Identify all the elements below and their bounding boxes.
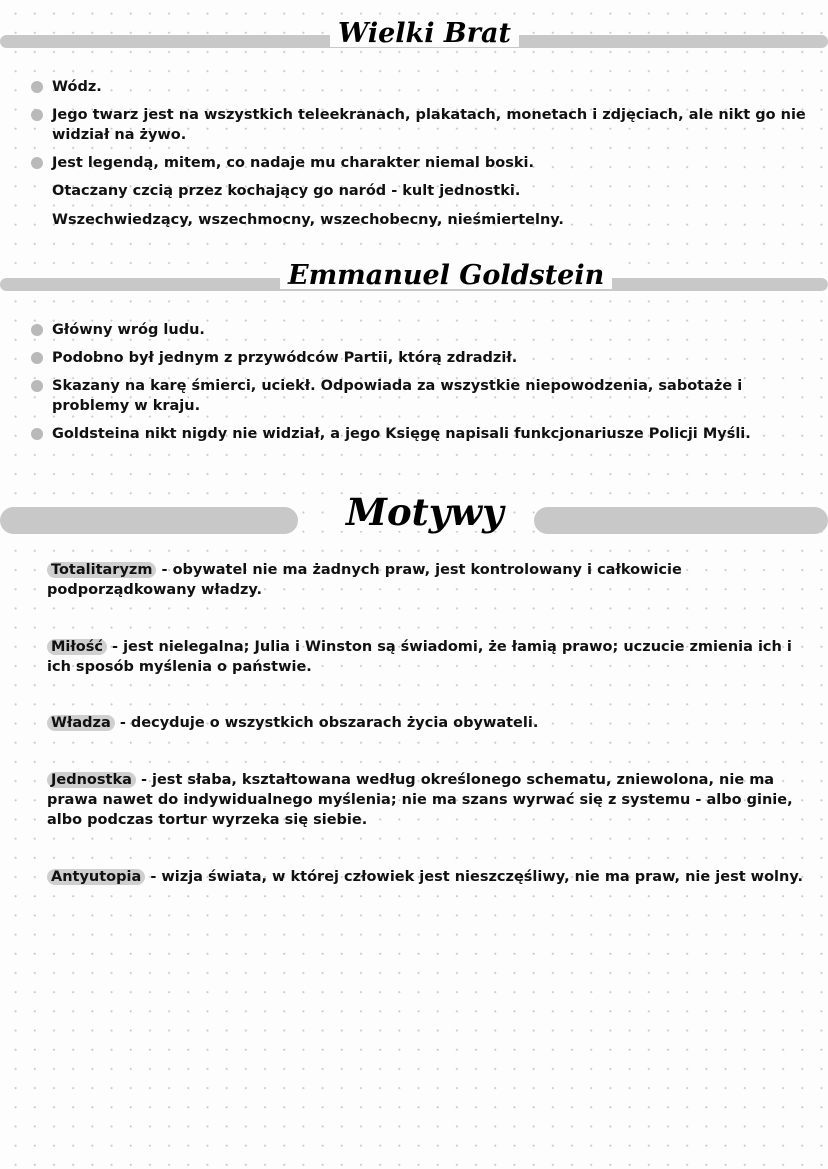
motif-description: - wizja świata, w której człowiek jest nieszczęśliwy, nie ma praw, nie jest wolny. xyxy=(145,869,803,885)
motif-jednostka xyxy=(47,770,807,830)
goldstein-list xyxy=(30,320,810,452)
motif-description: - decyduje o wszystkich obszarach życia obywateli. xyxy=(114,715,539,731)
motif-antyutopia xyxy=(47,867,807,887)
list-item: Otaczany czcią przez kochający go naród - kult jednostki. xyxy=(52,183,521,199)
wielki-brat-list xyxy=(30,77,810,239)
motif-term: Antyutopia xyxy=(47,869,145,885)
list-item: Jego twarz jest na wszystkich teleekranach, plakatach, monetach i zdjęciach, ale nikt go nie widział na żywo. xyxy=(30,105,810,145)
section-title-motywy: Motywy xyxy=(338,494,512,531)
list-item: Wódz. xyxy=(30,77,810,97)
list-item: Jest legendą, mitem, co nadaje mu charakter niemal boski. xyxy=(30,153,810,173)
motif-wladza xyxy=(47,713,807,733)
list-item: Główny wróg ludu. xyxy=(30,320,810,340)
bullet-dot-icon xyxy=(31,380,43,392)
list-item: Skazany na karę śmierci, uciekł. Odpowiada za wszystkie niepowodzenia, sabotaże i problemy w kraju. xyxy=(30,376,810,416)
motif-description: - jest słaba, kształtowana według określonego schematu, zniewolona, nie ma prawa nawet do indywidualnego myślenia; nie ma szans wyrwać się z systemu - albo ginie, albo podczas tortur wyrzeka się siebie. xyxy=(47,772,793,828)
motif-description: - obywatel nie ma żadnych praw, jest kontrolowany i całkowicie podporządkowany władzy. xyxy=(47,562,682,598)
section-title-wielki-brat: Wielki Brat xyxy=(330,20,519,47)
bullet-dot-icon xyxy=(31,352,43,364)
motif-term: Jednostka xyxy=(47,772,136,788)
bullet-dot-icon xyxy=(31,109,43,121)
bullet-dot-icon xyxy=(31,157,43,169)
motif-term: Władza xyxy=(47,715,115,731)
bullet-dot-icon xyxy=(31,81,43,93)
motif-description: - jest nielegalna; Julia i Winston są świadomi, że łamią prawo; uczucie zmienia ich i ich sposób myślenia o państwie. xyxy=(47,639,792,675)
motif-milosc xyxy=(47,637,807,677)
motif-totalitaryzm xyxy=(47,560,807,600)
list-item: Podobno był jednym z przywódców Partii, którą zdradził. xyxy=(30,348,810,368)
section-title-emmanuel-goldstein: Emmanuel Goldstein xyxy=(280,262,612,289)
list-item: Wszechwiedzący, wszechmocny, wszechobecny, nieśmiertelny. xyxy=(52,212,564,228)
list-item: Goldsteina nikt nigdy nie widział, a jego Księgę napisali funkcjonariusze Policji Myśli. xyxy=(30,424,810,444)
motif-term: Miłość xyxy=(47,639,107,655)
section-divider-bar-right xyxy=(534,507,828,534)
bullet-dot-icon xyxy=(31,324,43,336)
section-divider-bar-left xyxy=(0,507,298,534)
bullet-dot-icon xyxy=(31,428,43,440)
motif-term: Totalitaryzm xyxy=(47,562,156,578)
